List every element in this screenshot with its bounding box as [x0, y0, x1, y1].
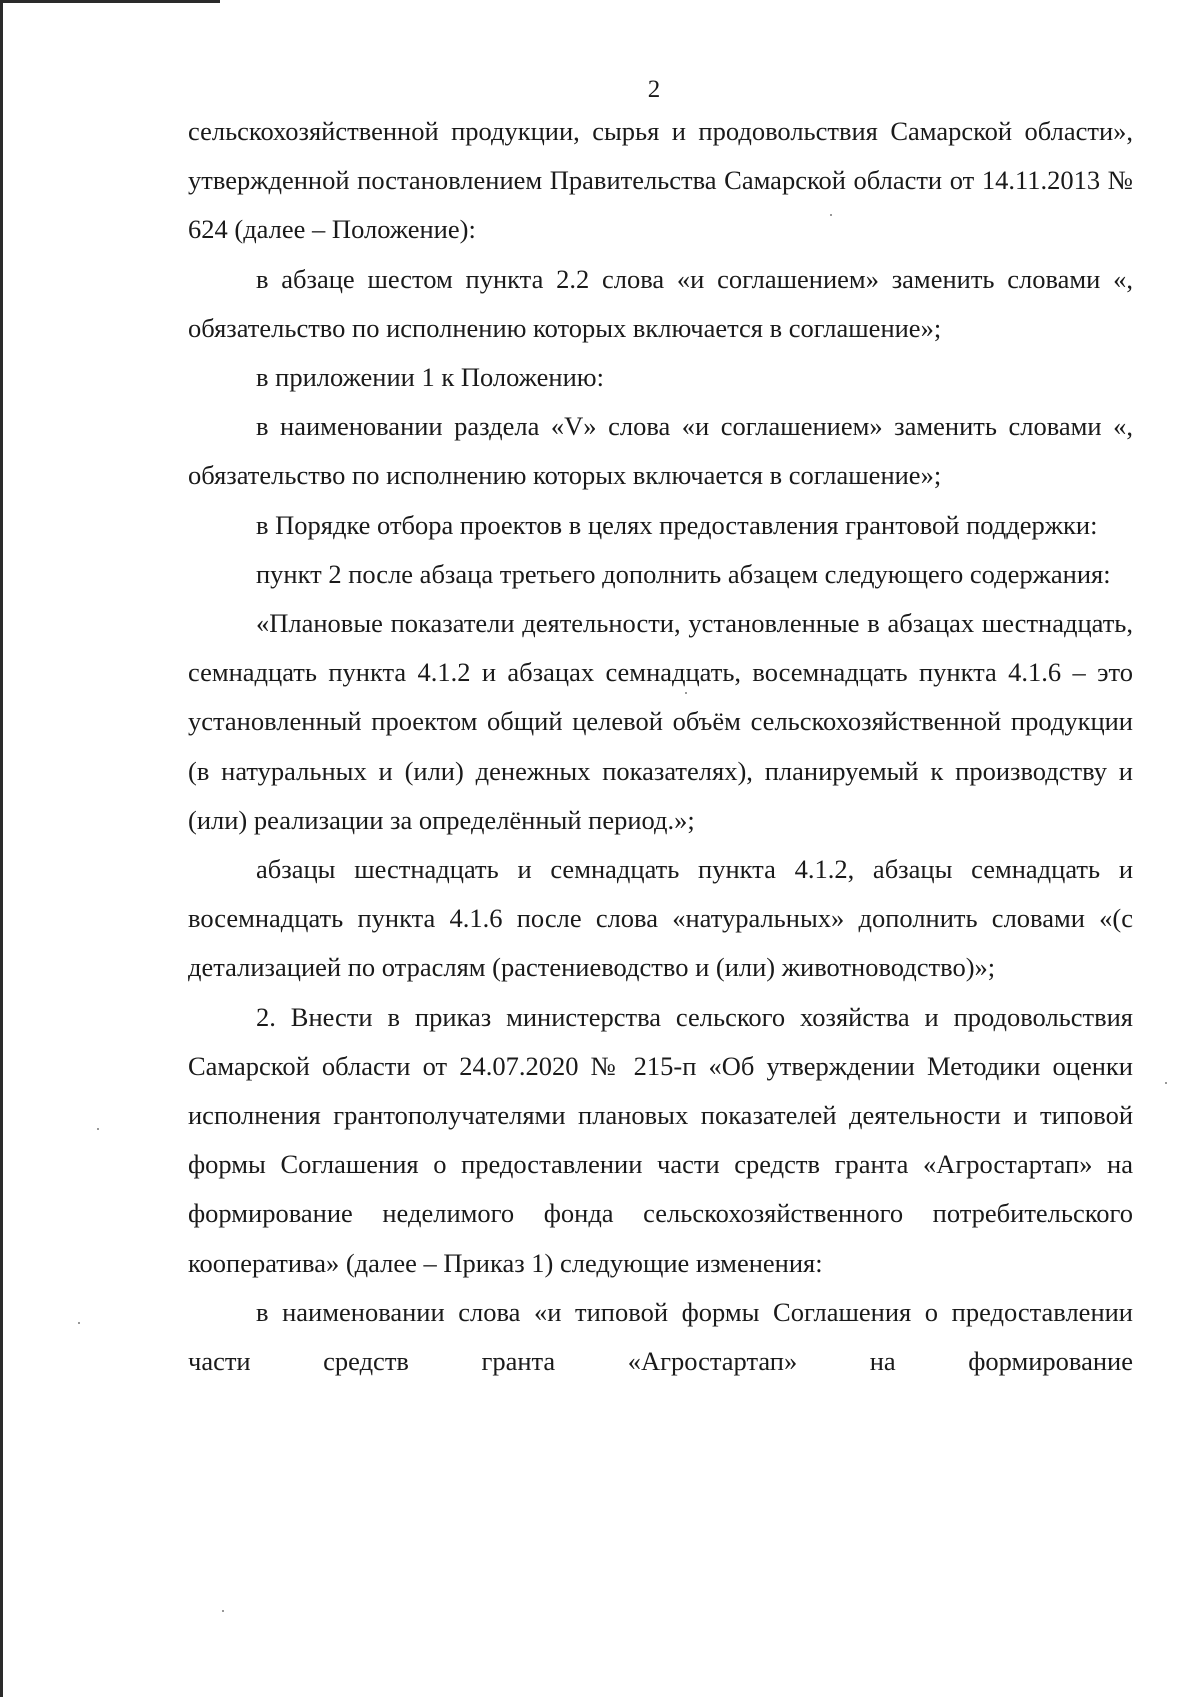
- paragraph-prilozhenie-1: в приложении 1 к Положению:: [256, 362, 604, 393]
- scan-speck: [1165, 1082, 1167, 1084]
- scan-speck: [685, 692, 687, 694]
- page-number: 2: [647, 76, 661, 103]
- paragraph-poryadok-otbora: в Порядке отбора проектов в целях предоставления грантовой поддержки:: [256, 509, 1098, 540]
- paragraph-punkt-2: пункт 2 после абзаца третьего дополнить абзацем следующего содержания:: [256, 558, 1111, 589]
- document-body: [188, 107, 1133, 1386]
- scan-edge-top: [0, 0, 220, 3]
- paragraph-abzacy-shestnadcat: абзацы шестнадцать и семнадцать пункта 4.1.2, абзацы семнадцать и восемнадцать пункта 4.1.6 после слова «натуральных» дополнить словами «(с детализацией по отраслям (растениеводство и (или) животноводство)»;: [188, 854, 1133, 983]
- paragraph-v-naimenovanii: в наименовании слова «и типовой формы Соглашения о предоставлении части средств гранта «Агростартап» на формирование: [188, 1296, 1133, 1377]
- scan-speck: [78, 1322, 80, 1324]
- paragraph-planovye-pokazateli: «Плановые показатели деятельности, установленные в абзацах шестнадцать, семнадцать пункта 4.1.2 и абзацах семнадцать, восемнадцать пункта 4.1.6 – это установленный проектом общий целевой объём сельскохозяйственной продукции (в натуральных и (или) денежных показателях), планируемый к производству и (или) реализации за определённый период.»;: [188, 608, 1133, 835]
- scan-speck: [97, 1128, 99, 1130]
- scan-edge-left: [0, 0, 3, 1697]
- paragraph-razdel-v: в наименовании раздела «V» слова «и соглашением» заменить словами «, обязательство по исполнению которых включается в соглашение»;: [188, 411, 1133, 491]
- scan-speck: [830, 214, 832, 216]
- paragraph-continuation: сельскохозяйственной продукции, сырья и продовольствия Самарской области», утвержденной постановлением Правительства Самарской области от 14.11.2013 № 624 (далее – Положение):: [188, 116, 1133, 245]
- paragraph-abzac-shestoy: в абзаце шестом пункта 2.2 слова «и соглашением» заменить словами «, обязательство по исполнению которых включается в соглашение»;: [188, 263, 1133, 343]
- paragraph-punkt-2-vnesti: 2. Внести в приказ министерства сельского хозяйства и продовольствия Самарской области от 24.07.2020 № 215-п «Об утверждении Методики оценки исполнения грантополучателями плановых показателей деятельности и типовой формы Соглашения о предоставлении части средств гранта «Агростартап» на формирование неделимого фонда сельскохозяйственного потребительского кооператива» (далее – Приказ 1) следующие изменения:: [188, 1001, 1133, 1278]
- scan-speck: [222, 1610, 224, 1612]
